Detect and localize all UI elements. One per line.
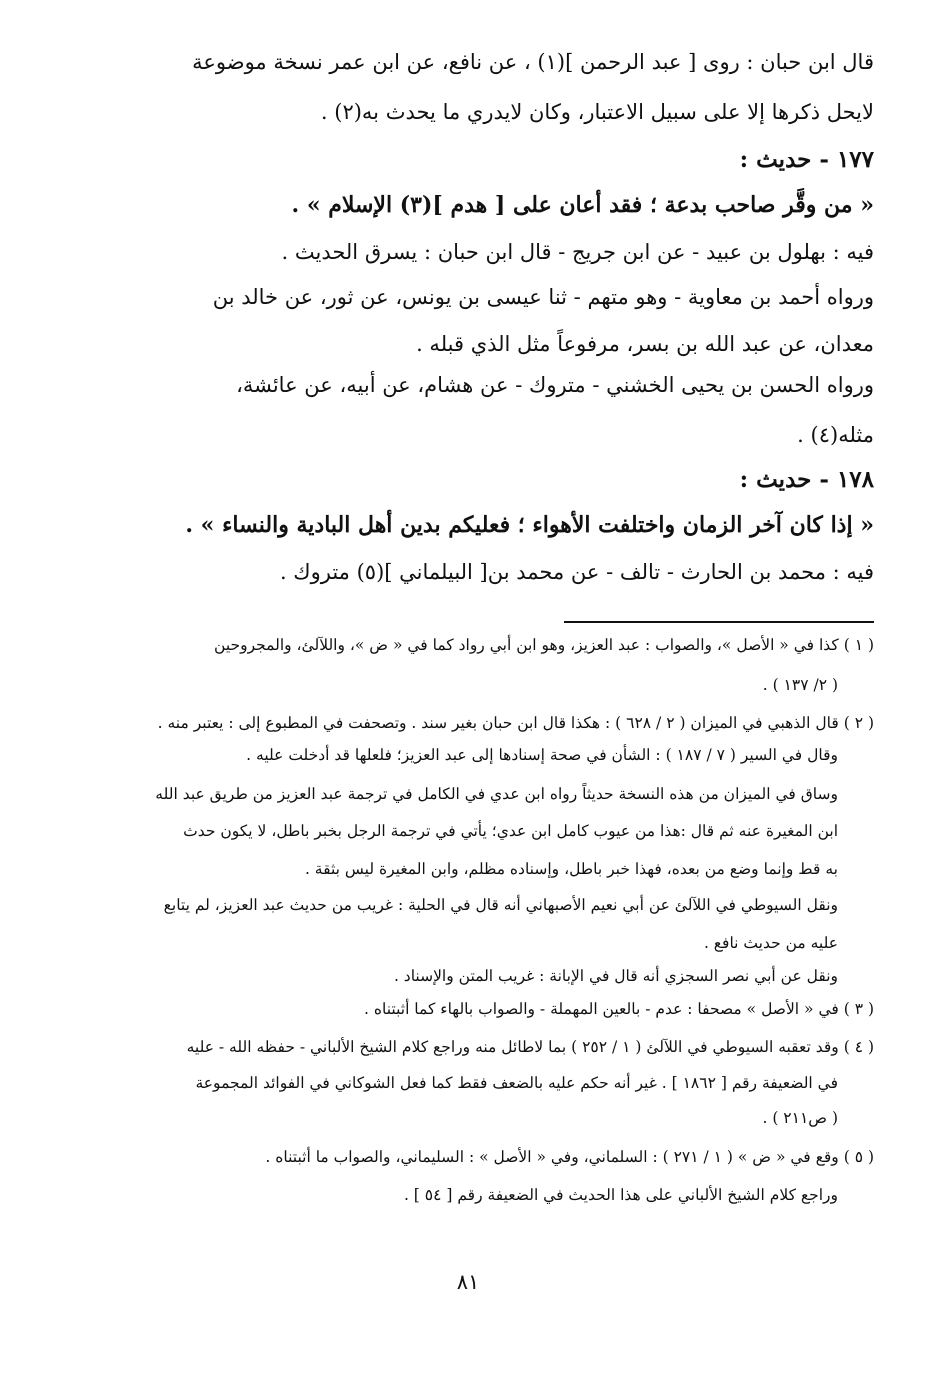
footnote-line-9: عليه من حديث نافع . [703,934,838,952]
body-line-7: معدان، عن عبد الله بن بسر، مرفوعاً مثل الذي قبله . [416,332,874,356]
body-line-2: لايحل ذكرها إلا على سبيل الاعتبار، وكان لايدري ما يحدث به(٢) . [320,100,874,124]
body-line-8: ورواه الحسن بن يحيى الخشني - متروك - عن هشام، عن أبيه، عن عائشة، [236,373,874,397]
page-number: ٨١ [456,1270,480,1294]
footnote-line-4: وقال في السير ( ٧ / ١٨٧ ) : الشأن في صحة إسنادها إلى عبد العزيز؛ فلعلها قد أدخلت عليه . [246,746,838,764]
footnote-separator [564,621,874,623]
footnote-line-16: وراجع كلام الشيخ الألباني على هذا الحديث في الضعيفة رقم [ ٥٤ ] . [403,1186,838,1204]
footnote-line-6: ابن المغيرة عنه ثم قال :هذا من عيوب كامل ابن عدي؛ يأتي في ترجمة الرجل بخبر باطل، لا يكون حدث [183,822,838,840]
footnote-line-5: وساق في الميزان من هذه النسخة حديثاً رواه ابن عدي في الكامل في ترجمة عبد العزيز من طريق عبد الله [155,785,838,803]
hadith-text-177: « من وقَّر صاحب بدعة ؛ فقد أعان على [ هدم ](٣) الإسلام » . [291,192,874,218]
footnote-line-15: ( ٥ ) وقع في « ض » ( ١ / ٢٧١ ) : السلماني، وفي « الأصل » : السليماني، والصواب ما أثبتناه . [265,1148,874,1166]
body-line-1: قال ابن حبان : روى [ عبد الرحمن ](١) ، عن نافع، عن ابن عمر نسخة موضوعة [192,50,874,74]
footnote-line-14: ( ص٢١١ ) . [762,1109,838,1127]
hadith-heading-178: ١٧٨ - حديث : [739,466,874,493]
footnote-line-12: ( ٤ ) وقد تعقبه السيوطي في اللآلئ ( ١ / ٢٥٢ ) بما لاطائل منه وراجع كلام الشيخ الألباني - حفظه الله - عليه [186,1038,874,1056]
footnote-line-2: ( ٢/ ١٣٧ ) . [762,676,838,694]
footnote-line-3: ( ٢ ) قال الذهبي في الميزان ( ٢ / ٦٢٨ ) : هكذا قال ابن حبان بغير سند . وتصحفت في المطبوع إلى : يعتبر منه . [157,714,874,732]
body-line-6: ورواه أحمد بن معاوية - وهو متهم - ثنا عيسى بن يونس، عن ثور، عن خالد بن [212,285,874,309]
footnote-line-8: ونقل السيوطي في اللآلئ عن أبي نعيم الأصبهاني أنه قال في الحلية : غريب من حديث عبد العزيز، لم يتابع [163,896,838,914]
body-line-5: فيه : بهلول بن عبيد - عن ابن جريج - قال ابن حبان : يسرق الحديث . [281,240,874,264]
footnote-line-7: به قط وإنما وضع من بعده، فهذا خبر باطل، وإسناده مظلم، وابن المغيرة ليس بثقة . [304,860,838,878]
footnote-line-1: ( ١ ) كذا في « الأصل »، والصواب : عبد العزيز، وهو ابن أبي رواد كما في « ض »، واللآلئ، والمجروحين [214,636,874,654]
body-line-9: مثله(٤) . [797,423,874,447]
body-line-12: فيه : محمد بن الحارث - تالف - عن محمد بن[ البيلماني ](٥) متروك . [279,560,874,584]
footnote-line-10: ونقل عن أبي نصر السجزي أنه قال في الإبانة : غريب المتن والإسناد . [393,967,838,985]
footnote-line-13: في الضعيفة رقم [ ١٨٦٢ ] . غير أنه حكم عليه بالضعف فقط كما فعل الشوكاني في الفوائد المجموعة [195,1074,838,1092]
hadith-text-178: « إذا كان آخر الزمان واختلفت الأهواء ؛ فعليكم بدين أهل البادية والنساء » . [185,512,874,538]
hadith-heading-177: ١٧٧ - حديث : [739,146,874,173]
footnote-line-11: ( ٣ ) في « الأصل » مصحفا : عدم - بالعين المهملة - والصواب بالهاء كما أثبتناه . [364,1000,874,1018]
